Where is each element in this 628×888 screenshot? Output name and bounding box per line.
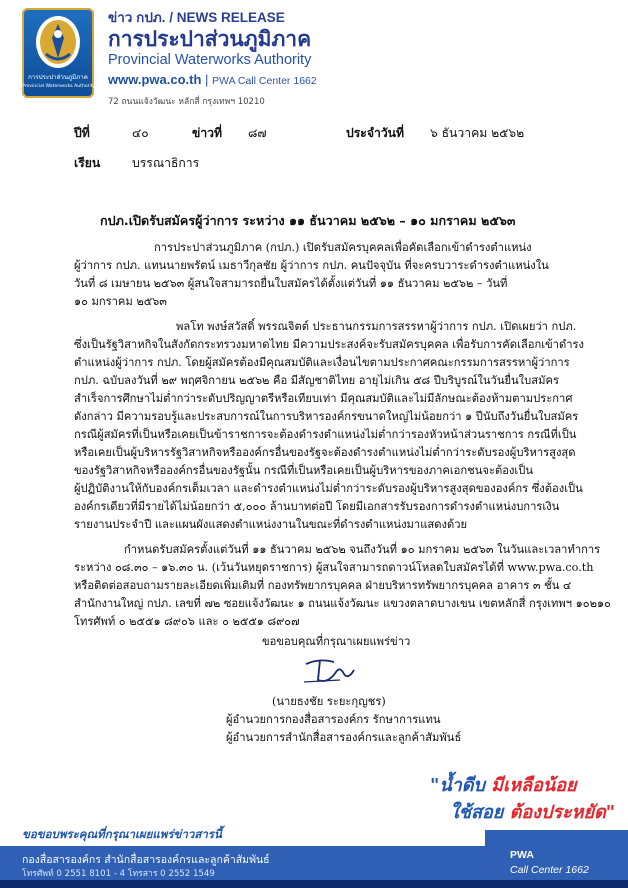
signer-position-1: ผู้อำนวยการกองสื่อสารองค์กร รักษาการแทน: [226, 713, 441, 726]
footer-pwa: PWA: [510, 849, 534, 861]
paragraph-line: องค์กรเดียวที่มีรายได้ไม่น้อยกว่า ๕,๐๐๐ ล้านบาทต่อปี โดยมีเอกสารรับรองการดำรงตำแหน่งบการเงิน: [74, 500, 560, 513]
slogan-part: "น้ำดีบ: [430, 775, 485, 796]
to-label: เรียน: [74, 156, 101, 170]
org-name-en: Provincial Waterworks Authority: [108, 52, 312, 68]
paragraph-line: การประปาส่วนภูมิภาค (กปภ.) เปิดรับสมัครบุคคลเพื่อคัดเลือกเข้าดำรงตำแหน่ง: [154, 241, 532, 254]
year-label: ปีที่: [74, 126, 90, 140]
year-row: [74, 124, 90, 143]
paragraph-line: ๑๐ มกราคม ๒๕๖๓: [74, 295, 167, 308]
slogan-part-accent: มีเหลือน้อย: [484, 775, 577, 796]
paragraph-line: ดังกล่าว มีความรอบรู้และประสบการณ์ในการบริหารองค์กรขนาดใหญ่ไม่น้อยกว่า ๑ ปีนับถึงวันยื่นใบสมัคร: [74, 410, 579, 423]
org-name-th: การประปาส่วนภูมิภาค: [108, 27, 312, 51]
paragraph-line: ระหว่าง ๐๘.๓๐ – ๑๖.๓๐ น. (เว้นวันหยุดราชการ) ผู้สนใจสามารถดาวน์โหลดใบสมัครได้ที่ www.pwa.co.th: [74, 561, 594, 574]
news-label: ข่าวที่: [192, 126, 223, 140]
closing-thanks: ขอขอบคุณที่กรุณาเผยแพร่ข่าว: [262, 635, 411, 648]
paragraph-line: หรือเคยเป็นผู้บริหารรัฐวิสาหกิจหรือองค์กรอื่นของรัฐจะต้องดำรงตำแหน่งไม่ต่ำกว่าระดับรองผู้บริหารสูงสุด: [74, 446, 576, 459]
signer-name: (นายธงชัย ระยะกุญชร): [272, 695, 386, 708]
paragraph-2: [74, 317, 584, 537]
paragraph-line: กำหนดรับสมัครตั้งแต่วันที่ ๑๑ ธันวาคม ๒๕๖๒ จนถึงวันที่ ๑๐ มกราคม ๒๕๖๓ ในวันและเวลาทำการ: [124, 543, 601, 556]
footer-thanks: ขอขอบพระคุณที่กรุณาเผยแพร่ข่าวสารนี้: [22, 827, 222, 841]
slogan-part-accent: ต้องประหยัด": [509, 802, 616, 823]
date-label: ประจำวันที่: [346, 126, 405, 140]
pwa-emblem-icon: [32, 14, 84, 72]
paragraph-line: วันที่ ๘ เมษายน ๒๕๖๓ ผู้สนใจสามารถยื่นใบสมัครได้ตั้งแต่วันที่ ๑๑ ธันวาคม ๒๕๖๒ – วันที่: [74, 277, 508, 290]
paragraph-line: ผู้ว่าการ กปภ. แทนนายพรัตน์ เมธาวีกุลชัย ผู้ว่าการ กปภ. คนปัจจุบัน ที่จะครบวาระดำรงตำแหน่งใน: [74, 259, 549, 272]
year-value: ๔๐: [132, 126, 149, 140]
to-value: บรรณาธิการ: [132, 156, 200, 170]
contact-line: [108, 72, 317, 87]
date-value: ๖ ธันวาคม ๒๕๖๒: [430, 126, 525, 140]
paragraph-line: โทรศัพท์ ๐ ๒๕๕๑ ๘๙๐๖ และ ๐ ๒๕๕๑ ๘๙๐๗: [74, 615, 300, 628]
footer-department: กองสื่อสารองค์กร สำนักสื่อสารองค์กรและลูกค้าสัมพันธ์: [22, 854, 270, 866]
footer-stripe: [0, 880, 628, 888]
paragraph-line: รายงานประจำปี และแผนผังแสดงตำแหน่งงานในขณะที่ดำรงตำแหน่งมาแสดงด้วย: [74, 518, 468, 531]
logo-text-en: Provincial Waterworks Authority: [22, 84, 96, 89]
slogan-part: ใช้สอย: [450, 802, 510, 823]
signer-position-2: ผู้อำนวยการสำนักสื่อสารองค์กรและลูกค้าสัมพันธ์: [226, 731, 462, 744]
logo-text-th: การประปาส่วนภูมิภาค: [28, 74, 88, 81]
footer-phone: โทรศัพท์ 0 2551 8101 - 4 โทรสาร 0 2552 1549: [22, 869, 215, 879]
website-link[interactable]: www.pwa.co.th: [108, 72, 202, 87]
paragraph-1: [74, 238, 584, 318]
signature: [300, 654, 360, 688]
footer-call-center: Call Center 1662: [510, 864, 589, 876]
paragraph-line: สำนักงานใหญ่ กปภ. เลขที่ ๗๒ ซอยแจ้งวัฒนะ ๑ ถนนแจ้งวัฒนะ แขวงตลาดบางเขน เขตหลักสี่ กรุงเทพฯ ๑๐๒๑๐: [74, 597, 611, 610]
paragraph-line: กรณีผู้สมัครที่เป็นหรือเคยเป็นข้าราชการจะต้องดำรงตำแหน่งไม่ต่ำกว่ารองหัวหน้าส่วนราชการ กรณีที่เป็น: [74, 428, 577, 441]
paragraph-3: [74, 540, 611, 636]
paragraph-line: ซึ่งเป็นรัฐวิสาหกิจในสังกัดกระทรวงมหาดไทย มีความประสงค์จะรับสมัครบุคคล เพื่อรับการคัดเลือกเข้าดำรง: [74, 338, 585, 351]
news-title: กปภ.เปิดรับสมัครผู้ว่าการ ระหว่าง ๑๑ ธันวาคม ๒๕๖๒ – ๑๐ มกราคม ๒๕๖๓: [100, 213, 516, 228]
slogan-line-1: [430, 770, 577, 799]
paragraph-line: หรือติดต่อสอบถามรายละเอียดเพิ่มเติมที่ กองทรัพยากรบุคคล ฝ่ายบริหารทรัพยากรบุคคล อาคาร ๓ ชั้น ๔: [74, 579, 572, 592]
news-release-label: ข่าว กปภ. / NEWS RELEASE: [108, 10, 285, 25]
paragraph-line: ตำแหน่งผู้ว่าการ กปภ. โดยผู้สมัครต้องมีคุณสมบัติและเงื่อนไขตามประกาศคณะกรรมการสรรหาผู้ว่าการ: [74, 356, 570, 369]
pwa-logo: [22, 8, 94, 98]
call-center: PWA Call Center 1662: [212, 75, 317, 87]
org-address: 72 ถนนแจ้งวัฒนะ หลักสี่ กรุงเทพฯ 10210: [108, 97, 265, 107]
paragraph-line: ของรัฐวิสาหกิจหรือองค์กรอื่นของรัฐนั้น กรณีที่เป็นหรือเคยเป็นผู้บริหารของภาคเอกชนจะต้องเป็น: [74, 464, 533, 477]
paragraph-line: สำเร็จการศึกษาไม่ต่ำกว่าระดับปริญญาตรีหรือเทียบเท่า มีคุณสมบัติและไม่มีลักษณะต้องห้ามตามประกาศ: [74, 392, 573, 405]
paragraph-line: ผู้ปฏิบัติงานให้กับองค์กรเต็มเวลา และดำรงตำแหน่งไม่ต่ำกว่าระดับรองผู้บริหารสูงสุดขององค์กร ซึ่งต้องเป็น: [74, 482, 583, 495]
separator: |: [205, 72, 213, 87]
news-value: ๘๗: [248, 126, 267, 140]
slogan-line-2: [450, 797, 615, 826]
paragraph-line: พลโท พงษ์สวัสดิ์ พรรณจิตต์ ประธานกรรมการสรรหาผู้ว่าการ กปภ. เปิดเผยว่า กปภ.: [176, 320, 577, 333]
paragraph-line: กปภ. ฉบับลงวันที่ ๒๙ พฤศจิกายน ๒๕๖๒ คือ มีสัญชาติไทย อายุไม่เกิน ๕๘ ปีบริบูรณ์ในวันยื่นใบสมัคร: [74, 374, 559, 387]
